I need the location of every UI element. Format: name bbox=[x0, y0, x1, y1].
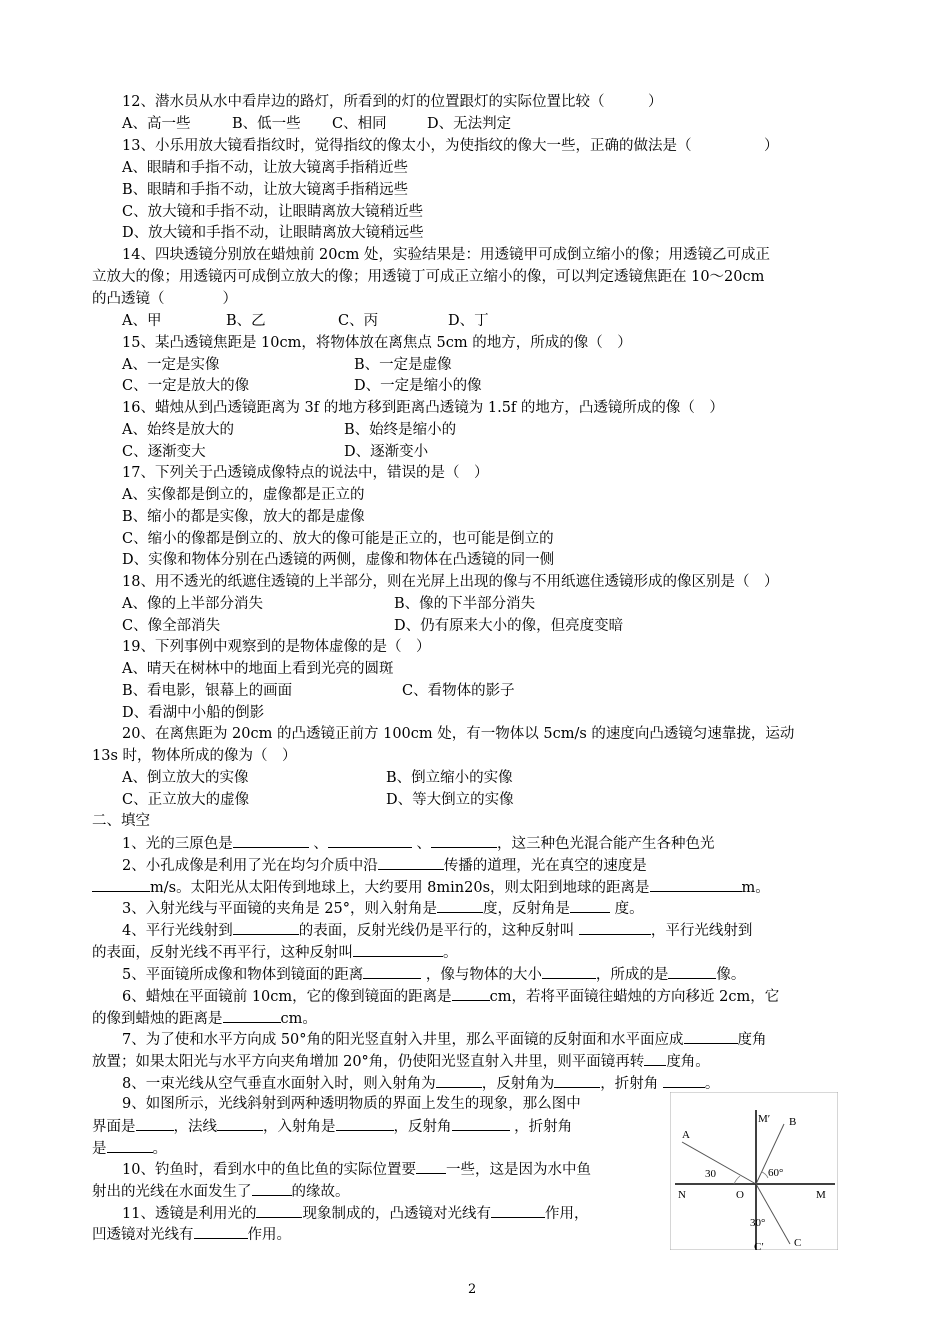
fill-6a bbox=[122, 986, 862, 1007]
fill-4b bbox=[92, 942, 862, 963]
fill-7-text: 放置；如果太阳光与水平方向夹角增加 20°角，仍使阳光竖直射入井里，则平面镜再转 bbox=[92, 1054, 645, 1070]
fill-1-text: 1、光的三原色是 bbox=[122, 836, 233, 852]
fill-blank[interactable] bbox=[328, 833, 412, 848]
fill-blank[interactable] bbox=[336, 1116, 394, 1131]
fill-blank[interactable] bbox=[378, 855, 444, 870]
fill-1-sep: 、 bbox=[416, 836, 431, 852]
fill-blank[interactable] bbox=[436, 1073, 482, 1088]
q14-line-1: 14、四块透镜分别放在蜡烛前 20cm 处，实验结果是：用透镜甲可成倒立缩小的像；用透镜乙可成正 bbox=[122, 247, 770, 263]
q14-line-2: 立放大的像；用透镜丙可成倒立放大的像；用透镜丁可成正立缩小的像，可以判定透镜焦距在 10～20cm bbox=[92, 269, 765, 285]
q19-option-c: C、看物体的影子 bbox=[402, 683, 515, 699]
fill-9b bbox=[92, 1116, 662, 1137]
fill-9-text: ，入射角是 bbox=[263, 1119, 336, 1135]
fill-4a bbox=[122, 920, 862, 941]
refraction-diagram bbox=[670, 1092, 838, 1250]
q12-option-c: C、相同 bbox=[332, 116, 387, 132]
q15-options-row2 bbox=[122, 376, 862, 396]
fill-4-text: 的表面，反射光线不再平行，这种反射叫 bbox=[92, 945, 353, 961]
fill-1-text: ，这三种色光混合能产生各种色光 bbox=[496, 836, 715, 852]
q16-option-c: C、逐渐变大 bbox=[122, 444, 206, 460]
fill-blank[interactable] bbox=[437, 898, 483, 913]
angle-arc-left bbox=[734, 1176, 740, 1184]
q18-option-d: D、仍有原来大小的像，但亮度变暗 bbox=[394, 618, 624, 634]
q18-stem: 18、用不透光的纸遮住透镜的上半部分，则在光屏上出现的像与不用纸遮住透镜形成的像区别是（ ） bbox=[122, 574, 779, 590]
fill-2-text: m。 bbox=[741, 880, 770, 896]
fill-9-text: ，法线 bbox=[173, 1119, 217, 1135]
fill-9-text: 。 bbox=[152, 1141, 167, 1157]
q14-options bbox=[122, 311, 862, 331]
fill-8 bbox=[122, 1073, 862, 1094]
q16-option-b: B、始终是缩小的 bbox=[344, 422, 457, 438]
fill-11-text: 现象制成的，凸透镜对光线有 bbox=[302, 1206, 491, 1222]
fill-blank[interactable] bbox=[650, 877, 742, 892]
fill-9-text: ，反射角 bbox=[393, 1119, 452, 1135]
fill-2b bbox=[92, 877, 862, 898]
q20-option-d: D、等大倒立的实像 bbox=[386, 792, 514, 808]
fill-5-text: 像。 bbox=[716, 967, 746, 983]
fill-blank[interactable] bbox=[452, 1116, 510, 1131]
q19-stem: 19、下列事例中观察到的是物体虚像的是（ ） bbox=[122, 639, 431, 655]
fill-1 bbox=[122, 833, 862, 854]
label-c-prime: C′ bbox=[754, 1241, 764, 1250]
fill-8-text: 8、一束光线从空气垂直水面射入时，则入射角为 bbox=[122, 1076, 436, 1092]
q13-option-b: B、眼睛和手指不动，让放大镜离手指稍远些 bbox=[122, 182, 409, 198]
q15-options-row1 bbox=[122, 355, 862, 375]
fill-9a bbox=[122, 1094, 662, 1114]
fill-blank[interactable] bbox=[668, 964, 716, 979]
q12-option-d: D、无法判定 bbox=[427, 116, 512, 132]
q12-stem: 12、潜水员从水中看岸边的路灯，所看到的灯的位置跟灯的实际位置比较（ ） bbox=[122, 94, 663, 110]
fill-4-text: 的表面，反射光线仍是平行的，这种反射叫 bbox=[298, 923, 575, 939]
fill-blank[interactable] bbox=[579, 920, 651, 935]
fill-2a bbox=[122, 855, 862, 876]
q16-options-row1 bbox=[122, 420, 862, 440]
fill-10-text: 一些，这是因为水中鱼 bbox=[445, 1162, 591, 1178]
fill-5-text: 5、平面镜所成像和物体到镜面的距离 bbox=[122, 967, 364, 983]
label-m-prime: M′ bbox=[758, 1113, 771, 1125]
q20-options-row2 bbox=[122, 790, 862, 810]
page-number: 2 bbox=[468, 1282, 477, 1297]
fill-10-text: 10、钓鱼时，看到水中的鱼比鱼的实际位置要 bbox=[122, 1162, 416, 1178]
q19-option-a: A、晴天在树林中的地面上看到光亮的圆斑 bbox=[122, 661, 394, 677]
q14-option-c: C、丙 bbox=[338, 313, 379, 329]
fill-9-text: 是 bbox=[92, 1141, 107, 1157]
q14-option-b: B、乙 bbox=[226, 313, 266, 329]
q20-option-c: C、正立放大的虚像 bbox=[122, 792, 250, 808]
q19-option-b: B、看电影，银幕上的画面 bbox=[122, 683, 293, 699]
fill-blank[interactable] bbox=[363, 964, 421, 979]
fill-7-text: 度角。 bbox=[666, 1054, 710, 1070]
fill-blank[interactable] bbox=[416, 1159, 446, 1174]
fill-9c bbox=[92, 1138, 662, 1159]
fill-8-text: ，反射角为 bbox=[481, 1076, 555, 1092]
fill-6b bbox=[92, 1008, 862, 1029]
q12-option-a: A、高一些 bbox=[122, 116, 191, 132]
fill-6-text: cm。 bbox=[280, 1011, 317, 1027]
fill-6-text: 6、蜡烛在平面镜前 10cm，它的像到镜面的距离是 bbox=[122, 989, 452, 1005]
fill-blank[interactable] bbox=[570, 898, 610, 913]
fill-blank[interactable] bbox=[684, 1029, 738, 1044]
fill-9-text: 9、如图所示，光线斜射到两种透明物质的界面上发生的现象，那么图中 bbox=[122, 1096, 581, 1112]
fill-1-sep: 、 bbox=[313, 836, 328, 852]
q14-option-a: A、甲 bbox=[122, 313, 162, 329]
fill-11a bbox=[122, 1203, 662, 1224]
fill-blank[interactable] bbox=[107, 1138, 153, 1153]
fill-11-text: 作用。 bbox=[247, 1227, 291, 1243]
fill-3-text: 度。 bbox=[614, 901, 644, 917]
angle-label-1: 30 bbox=[705, 1168, 716, 1180]
fill-blank[interactable] bbox=[223, 1008, 281, 1023]
label-o: O bbox=[736, 1189, 744, 1201]
section-heading: 二、填空 bbox=[92, 813, 150, 829]
q12-option-b: B、低一些 bbox=[232, 116, 301, 132]
label-a: A bbox=[682, 1129, 690, 1141]
fill-blank[interactable] bbox=[256, 1203, 302, 1218]
fill-blank[interactable] bbox=[252, 1181, 292, 1196]
label-b: B bbox=[789, 1116, 797, 1128]
q16-option-d: D、逐渐变小 bbox=[344, 444, 429, 460]
q20-option-b: B、倒立缩小的实像 bbox=[386, 770, 513, 786]
q18-option-a: A、像的上半部分消失 bbox=[122, 596, 263, 612]
fill-blank[interactable] bbox=[431, 833, 497, 848]
fill-blank[interactable] bbox=[92, 877, 150, 892]
fill-7-text: 7、为了使和水平方向成 50°角的阳光竖直射入井里，那么平面镜的反射面和水平面应成 bbox=[122, 1032, 684, 1048]
angle-label-3: 30° bbox=[750, 1217, 766, 1229]
q13-stem: 13、小乐用放大镜看指纹时，觉得指纹的像太小，为使指纹的像大一些，正确的做法是（ ） bbox=[122, 138, 779, 154]
q17-stem: 17、下列关于凸透镜成像特点的说法中，错误的是（ ） bbox=[122, 465, 489, 481]
q13-option-c: C、放大镜和手指不动，让眼睛离放大镜稍近些 bbox=[122, 204, 424, 220]
ray-a bbox=[682, 1142, 756, 1184]
q16-options-row2 bbox=[122, 442, 862, 462]
fill-3 bbox=[122, 898, 862, 919]
fill-blank[interactable] bbox=[542, 964, 596, 979]
fill-blank[interactable] bbox=[554, 1073, 600, 1088]
label-c: C bbox=[794, 1237, 802, 1249]
label-n: N bbox=[678, 1189, 686, 1201]
fill-2-text: 传播的道理，光在真空的速度是 bbox=[443, 858, 647, 874]
q20-option-a: A、倒立放大的实像 bbox=[122, 770, 249, 786]
fill-11-text: 作用， bbox=[544, 1206, 589, 1222]
fill-7b bbox=[92, 1051, 862, 1072]
q15-option-d: D、一定是缩小的像 bbox=[354, 378, 482, 394]
fill-2-text: m/s。太阳光从太阳传到地球上，大约要用 8min20s，则太阳到地球的距离是 bbox=[150, 880, 650, 896]
q19-option-d: D、看湖中小船的倒影 bbox=[122, 705, 265, 721]
q16-option-a: A、始终是放大的 bbox=[122, 422, 234, 438]
q15-option-a: A、一定是实像 bbox=[122, 357, 220, 373]
ray-c bbox=[756, 1184, 790, 1244]
q19-options-row bbox=[122, 681, 862, 701]
q20-line-2: 13s 时，物体所成的像为（ ） bbox=[92, 748, 297, 764]
q20-line-1: 20、在离焦距为 20cm 的凸透镜正前方 100cm 处，有一物体以 5cm/s 的速度向凸透镜匀速靠拢，运动 bbox=[122, 726, 795, 742]
fill-9-text: 界面是 bbox=[92, 1119, 136, 1135]
fill-7a bbox=[122, 1029, 862, 1050]
fill-4-text: 4、平行光线射到 bbox=[122, 923, 233, 939]
q17-option-b: B、缩小的都是实像，放大的都是虚像 bbox=[122, 509, 365, 525]
label-m: M bbox=[816, 1189, 826, 1201]
fill-10a bbox=[122, 1159, 662, 1180]
fill-4-text: ，平行光线射到 bbox=[650, 923, 753, 939]
fill-blank[interactable] bbox=[194, 1224, 248, 1239]
angle-label-2: 60° bbox=[768, 1167, 784, 1179]
fill-3-text: 3、入射光线与平面镜的夹角是 25°，则入射角是 bbox=[122, 901, 438, 917]
fill-blank[interactable] bbox=[233, 920, 299, 935]
fill-blank[interactable] bbox=[491, 1203, 545, 1218]
q18-options-row2 bbox=[122, 616, 862, 636]
q12-options bbox=[122, 114, 862, 134]
fill-6-text: cm，若将平面镜往蜡烛的方向移近 2cm，它 bbox=[489, 989, 780, 1005]
q17-option-c: C、缩小的像都是倒立的、放大的像可能是正立的，也可能是倒立的 bbox=[122, 531, 554, 547]
q18-option-c: C、像全部消失 bbox=[122, 618, 221, 634]
fill-blank[interactable] bbox=[452, 986, 490, 1001]
q18-option-b: B、像的下半部分消失 bbox=[394, 596, 536, 612]
q15-option-b: B、一定是虚像 bbox=[354, 357, 452, 373]
fill-11-text: 凹透镜对光线有 bbox=[92, 1227, 194, 1243]
fill-8-text: 。 bbox=[704, 1076, 720, 1092]
fill-11b bbox=[92, 1224, 662, 1245]
q14-line-3: 的凸透镜（ ） bbox=[92, 291, 237, 307]
q20-options-row1 bbox=[122, 768, 862, 788]
fill-11-text: 11、透镜是利用光的 bbox=[122, 1206, 257, 1222]
fill-6-text: 的像到蜡烛的距离是 bbox=[92, 1011, 223, 1027]
q18-options-row1 bbox=[122, 594, 862, 614]
q15-stem: 15、某凸透镜焦距是 10cm，将物体放在离焦点 5cm 的地方，所成的像（ ） bbox=[122, 335, 632, 351]
fill-blank[interactable] bbox=[217, 1116, 263, 1131]
fill-5-text: ，所成的是 bbox=[595, 967, 669, 983]
q14-option-d: D、丁 bbox=[448, 313, 489, 329]
fill-8-text: ，折射角 bbox=[600, 1076, 659, 1092]
fill-4-text: 。 bbox=[443, 945, 458, 961]
fill-7-text: 度角 bbox=[737, 1032, 767, 1048]
fill-3-text: 度，反射角是 bbox=[483, 901, 571, 917]
fill-9-text: ，折射角 bbox=[514, 1119, 573, 1135]
fill-5-text: ，像与物体的大小 bbox=[425, 967, 542, 983]
fill-10b bbox=[92, 1181, 662, 1202]
refraction-figure bbox=[670, 1092, 838, 1250]
q17-option-a: A、实像都是倒立的，虚像都是正立的 bbox=[122, 487, 365, 503]
fill-blank[interactable] bbox=[663, 1073, 705, 1088]
fill-blank[interactable] bbox=[644, 1051, 666, 1066]
fill-2-text: 2、小孔成像是利用了光在均匀介质中沿 bbox=[122, 858, 378, 874]
q17-option-d: D、实像和物体分别在凸透镜的两侧，虚像和物体在凸透镜的同一侧 bbox=[122, 552, 555, 568]
fill-blank[interactable] bbox=[233, 833, 309, 848]
q16-stem: 16、蜡烛从到凸透镜距离为 3f 的地方移到距离凸透镜为 1.5f 的地方，凸透镜所成的像（ ） bbox=[122, 400, 724, 416]
fill-blank[interactable] bbox=[353, 942, 443, 957]
fill-blank[interactable] bbox=[136, 1116, 174, 1131]
fill-5 bbox=[122, 964, 862, 985]
q13-option-a: A、眼睛和手指不动，让放大镜离手指稍近些 bbox=[122, 160, 408, 176]
fill-10-text: 射出的光线在水面发生了 bbox=[92, 1184, 252, 1200]
q15-option-c: C、一定是放大的像 bbox=[122, 378, 250, 394]
q13-option-d: D、放大镜和手指不动，让眼睛离放大镜稍远些 bbox=[122, 225, 424, 241]
fill-10-text: 的缘故。 bbox=[291, 1184, 350, 1200]
